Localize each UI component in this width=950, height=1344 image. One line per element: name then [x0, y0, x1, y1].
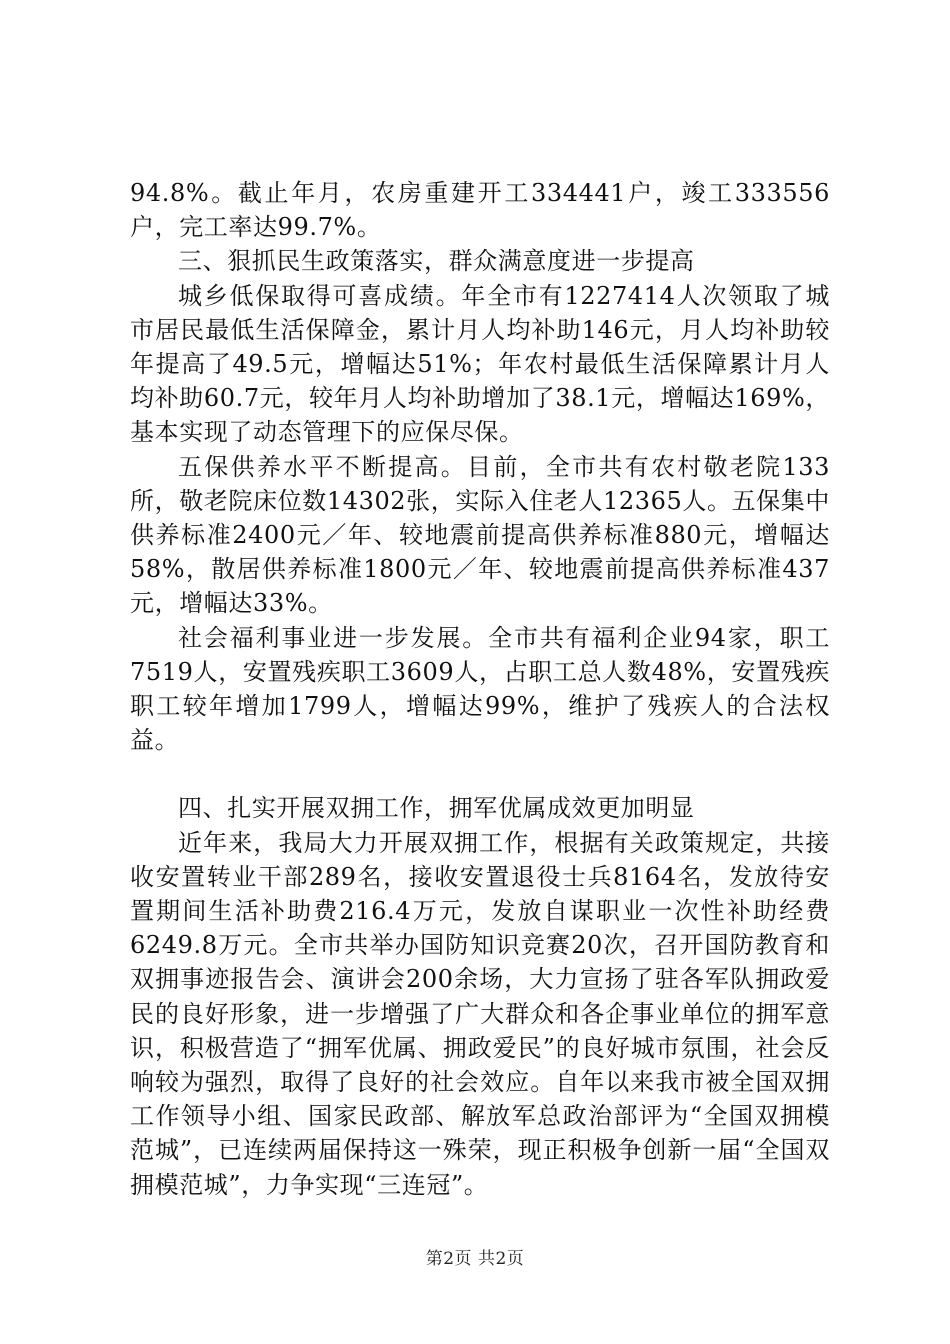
- section-heading-3: 三、狠抓民生政策落实，群众满意度进一步提高: [178, 247, 695, 276]
- page-number-footer: 第2页 共2页: [425, 1249, 525, 1269]
- document-body: [130, 176, 830, 1202]
- section-heading-4: 四、扎实开展双拥工作，拥军优属成效更加明显: [178, 794, 695, 823]
- paragraph-subsistence-allowance: 城乡低保取得可喜成绩。年全市有1227414人次领取了城市居民最低生活保障金，累计月人均补助146元，月人均补助较年提高了49.5元，增幅达51%；年农村最低生活保障累计月人均补助60.7元，较年月人均补助增加了38.1元，增幅达169%，基本实现了动态管理下的应保尽保。: [130, 281, 830, 447]
- paragraph-military-support: 近年来，我局大力开展双拥工作，根据有关政策规定，共接收安置转业干部289名，接收安置退役士兵8164名，发放待安置期间生活补助费216.4万元，发放自谋职业一次性补助经费6249.8万元。全市共举办国防知识竞赛20次，召开国防教育和双拥事迹报告会、演讲会200余场，大力宣扬了驻各军队拥政爱民的良好形象，进一步增强了广大群众和各企事业单位的拥军意识，积极营造了“拥军优属、拥政爱民”的良好城市氛围，社会反响较为强烈，取得了良好的社会效应。自年以来我市被全国双拥工作领导小组、国家民政部、解放军总政治部评为“全国双拥模范城”，已连续两届保持这一殊荣，现正积极争创新一届“全国双拥模范城”，力争实现“三连冠”。: [130, 828, 830, 1199]
- paragraph-social-welfare: 社会福利事业进一步发展。全市共有福利企业94家，职工7519人，安置残疾职工3609人，占职工总人数48%，安置残疾职工较年增加1799人，增幅达99%，维护了残疾人的合法权益。: [130, 623, 830, 755]
- paragraph-five-guarantees: 五保供养水平不断提高。目前，全市共有农村敬老院133所，敬老院床位数14302张，实际入住老人12365人。五保集中供养标准2400元／年、较地震前提高供养标准880元，增幅达58%，散居供养标准1800元／年、较地震前提高供养标准437元，增幅达33%。: [130, 452, 830, 618]
- continuation-paragraph: 94.8%。截止年月，农房重建开工334441户，竣工333556户，完工率达99.7%。: [130, 179, 830, 242]
